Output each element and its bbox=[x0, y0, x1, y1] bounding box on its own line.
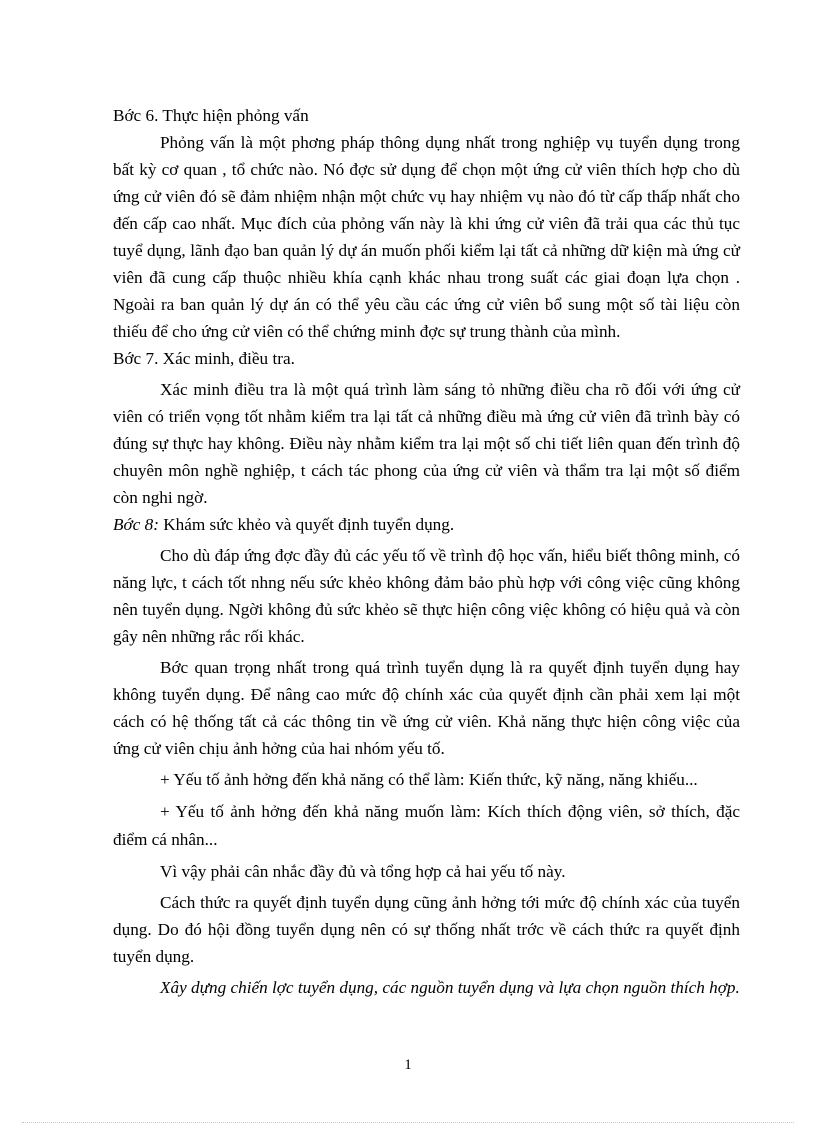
decision-paragraph: Bớc quan trọng nhất trong quá trình tuyển dụng là ra quyết định tuyển dụng hay không tuyển dụng. Để nâng cao mức độ chính xác của quyết định cần phải xem lại một cách có hệ thống tất cả các thông tin về ứng cử viên. Khả năng thực hiện công việc của ứng cử viên chịu ảnh hởng của hai nhóm yếu tố. bbox=[113, 658, 740, 758]
step-8-label: Bớc 8: bbox=[113, 515, 159, 534]
strategy-heading: Xây dựng chiến lợc tuyển dụng, các nguồn tuyển dụng và lựa chọn nguồn thích hợp. bbox=[160, 978, 740, 997]
page-number: 1 bbox=[404, 1057, 412, 1073]
step-7-heading: Bớc 7. Xác minh, điều tra. bbox=[113, 349, 295, 368]
interview-paragraph: Phỏng vấn là một phơng pháp thông dụng nhất trong nghiệp vụ tuyển dụng trong bất kỳ cơ quan , tổ chức nào. Nó đợc sử dụng để chọn một ứng cử viên thích hợp cho dù ứng cử viên đó sẽ đảm nhiệm nhận một chức vụ hay nhiệm vụ nào đó từ cấp thấp nhất cho đến cấp cao nhất. Mục đích của phỏng vấn này là khi ứng cử viên đã trải qua các thủ tục tuyể dụng, lãnh đạo ban quản lý dự án muốn phối kiểm lại tất cả những dữ kiện mà ứng cử viên đã cung cấp thuộc nhiều khía cạnh khác nhau trong suất các giai đoạn lựa chọn . Ngoài ra ban quản lý dự án có thể yêu cầu các ứng cử viên bổ sung một số tài liệu còn thiếu để cho ứng cử viên có thể chứng minh đợc sự trung thành của mình. bbox=[113, 133, 740, 341]
factor-willingness-item: + Yếu tố ảnh hởng đến khả năng muốn làm: Kích thích động viên, sở thích, đặc điểm cá nhân... bbox=[113, 802, 740, 849]
step-8-title: Khám sức khẻo và quyết định tuyển dụng. bbox=[158, 515, 455, 534]
verification-paragraph: Xác minh điều tra là một quá trình làm sáng tỏ những điều cha rõ đối với ứng cử viên có triển vọng tốt nhằm kiểm tra lại tất cả những điều mà ứng cử viên đã trình bày có đúng sự thực hay không. Điều này nhằm kiểm tra lại một số chi tiết liên quan đến trình độ chuyên môn nghề nghiệp, t cách tác phong của ứng cử viên và thẩm tra lại một số điểm còn nghi ngờ. bbox=[113, 380, 740, 507]
factor-ability-item: + Yếu tố ảnh hởng đến khả năng có thể làm: Kiến thức, kỹ năng, năng khiếu... bbox=[160, 770, 698, 789]
document-body bbox=[113, 102, 740, 1001]
consideration-paragraph: Vì vậy phải cân nhắc đầy đủ và tổng hợp cả hai yếu tố này. bbox=[160, 862, 566, 881]
step-6-heading: Bớc 6. Thực hiện phỏng vấn bbox=[113, 106, 309, 125]
step-8-heading bbox=[113, 511, 740, 538]
decision-method-paragraph: Cách thức ra quyết định tuyển dụng cũng ảnh hởng tới mức độ chính xác của tuyển dụng. Do đó hội đồng tuyển dụng nên có sự thống nhất trớc về cách thức ra quyết định tuyển dụng. bbox=[113, 893, 740, 966]
health-paragraph: Cho dù đáp ứng đợc đầy đủ các yếu tố về trình độ học vấn, hiểu biết thông minh, có năng lực, t cách tốt nhng nếu sức khẻo không đảm bảo phù hợp với công việc cũng không nên tuyển dụng. Ngời không đủ sức khẻo sẽ thực hiện công việc không có hiệu quả và còn gây nên những rắc rối khác. bbox=[113, 546, 740, 646]
